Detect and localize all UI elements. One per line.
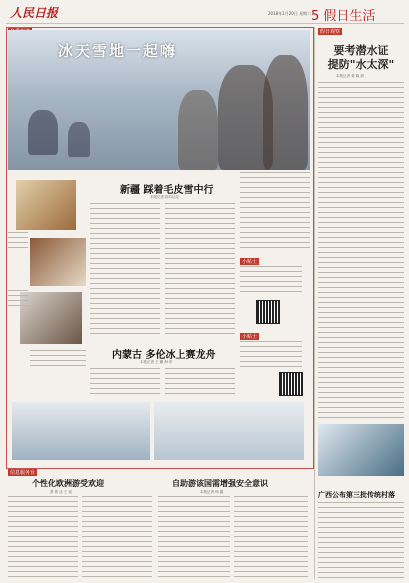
article-body-xinjiang-col2 [165, 203, 235, 338]
article-body-xinjiang-col1 [90, 203, 160, 338]
article-byline-europe: 蔡 敦 达 王 瑶 [50, 490, 72, 494]
article-body-europe-col2 [82, 496, 152, 578]
section-tag-holiday-observe: 假日观察 [320, 29, 341, 35]
article-title-europe: 个性化欧洲游受欢迎 [32, 478, 104, 488]
photo-caption-2 [8, 290, 28, 310]
article-byline-neimenggu: 本报记者 王 鹏 海 岸 [140, 360, 173, 364]
article-title-xinjiang: 新疆 踩着毛皮雪中行 [120, 185, 214, 196]
xinjiang-photo-3 [20, 292, 82, 344]
article-body-diving [318, 82, 404, 420]
qr-code-2 [279, 372, 303, 396]
article-title-neimenggu: 内蒙古 多伦冰上赛龙舟 [112, 350, 216, 361]
issue-date: 2018年1月20日 星期六 [268, 11, 312, 16]
article-body-guangxi [318, 502, 404, 578]
tip-tag-1: 小贴士 [242, 259, 258, 265]
article-title-diving: 要考潜水证 提防"水太深" [327, 44, 395, 71]
article-byline-xinjiang: 本报记者 阿尔达克 [150, 195, 180, 199]
page-section-title: 5 假日生活 [311, 9, 376, 24]
dragon-boat-photo-2 [154, 402, 304, 460]
tip-body-1 [240, 266, 302, 294]
article-body-safety-col2 [234, 496, 308, 578]
dragon-boat-photo-1 [12, 402, 150, 460]
article-body-neimenggu-col2 [165, 368, 235, 398]
xinjiang-photo-2 [30, 238, 86, 286]
qr-code-1 [256, 300, 280, 324]
diving-photo [318, 424, 404, 476]
article-body-xinjiang-col3 [240, 172, 310, 252]
tip-tag-2: 小贴士 [242, 334, 258, 340]
masthead [6, 3, 404, 24]
xinjiang-photo-1 [16, 180, 76, 230]
tip-body-2 [240, 341, 302, 369]
article-title-safety: 自助游该国需增强安全意识 [172, 478, 268, 488]
newspaper-logo: 人民日报 [10, 6, 59, 20]
photo-caption-3 [30, 350, 86, 370]
photo-caption-1 [8, 232, 28, 252]
article-body-europe-col1 [8, 496, 78, 578]
section-tag-info: 信息服务台 [10, 470, 36, 476]
column-divider [314, 27, 315, 579]
article-body-safety-col1 [158, 496, 230, 578]
hero-title: 冰天雪地一起嗨 [58, 42, 178, 60]
article-body-neimenggu-col1 [90, 368, 160, 398]
article-byline-safety: 本报记者 杨 翼 [200, 490, 224, 494]
article-byline-diving: 本报记者 姜 晓 丽 [336, 74, 364, 78]
article-title-guangxi: 广西公布第三批传统村落 [318, 490, 395, 499]
